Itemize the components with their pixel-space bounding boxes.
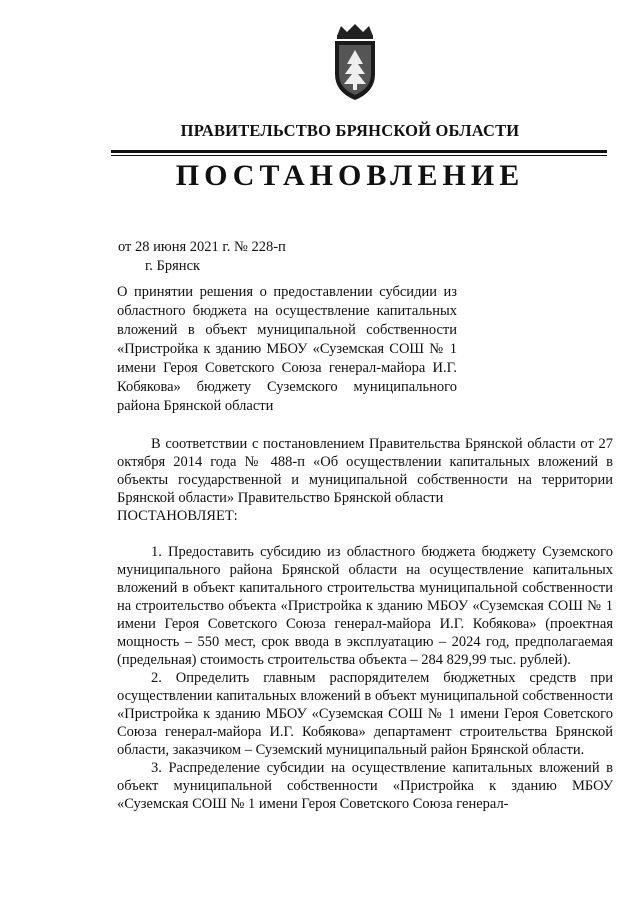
decree-body (117, 435, 613, 813)
government-title: ПРАВИТЕЛЬСТВО БРЯНСКОЙ ОБЛАСТИ (180, 121, 520, 140)
decree-subject: О принятии решения о предоставлении субсидии из областного бюджета на осуществление капитальных вложений в объект муниципальной собственности «Пристройка к зданию МБОУ «Суземская СОШ № 1 имени Героя Советского Союза генерал-майора И.Г. Кобякова» бюджету Суземского муниципального района Брянской области (117, 284, 457, 414)
item-paragraph-2: 2. Определить главным распорядителем бюджетных средств при осуществлении капитальных вложений в объект муниципальной собственности «Пристройка к зданию МБОУ «Суземская СОШ № 1 имени Героя Советского Союза генерал-майора И.Г. Кобякова» департамент строительства Брянской области, заказчиком – Суземский муниципальный район Брянской области. (117, 670, 613, 758)
item-paragraph-3: 3. Распределение субсидии на осуществление капитальных вложений в объект муниципальной собственности «Пристройка к зданию МБОУ «Суземская СОШ № 1 имени Героя Советского Союза генерал- (117, 760, 613, 812)
item-paragraph-1: 1. Предоставить субсидию из областного бюджета бюджету Суземского муниципального района Брянской области на осуществление капитальных вложений в объект капитального строительства муниципальной собственности на строительство объекта «Пристройка к зданию МБОУ «Суземская СОШ № 1 имени Героя Советского Союза генерал-майора И.Г. Кобякова» (проектная мощность – 550 мест, срок ввода в эксплуатацию – 2024 год, предполагаемая (предельная) стоимость строительства объекта – 284 829,99 тыс. рублей). (117, 544, 613, 668)
resolves-line: ПОСТАНОВЛЯЕТ: (117, 508, 238, 524)
header-rule-thick (111, 150, 607, 153)
decree-date-number: от 28 июня 2021 г. № 228-п (118, 239, 286, 255)
decree-city: г. Брянск (145, 258, 201, 274)
bryansk-coat-of-arms-icon (327, 22, 383, 102)
decree-title: ПОСТАНОВЛЕНИЕ (175, 159, 525, 192)
preamble-paragraph: В соответствии с постановлением Правительства Брянской области от 27 октября 2014 года № 488-п «Об осуществлении капитальных вложений в объекты государственной и муниципальной собственности на территории Брянской области» Правительство Брянской области (117, 436, 613, 506)
header-rule-thin (111, 155, 607, 156)
